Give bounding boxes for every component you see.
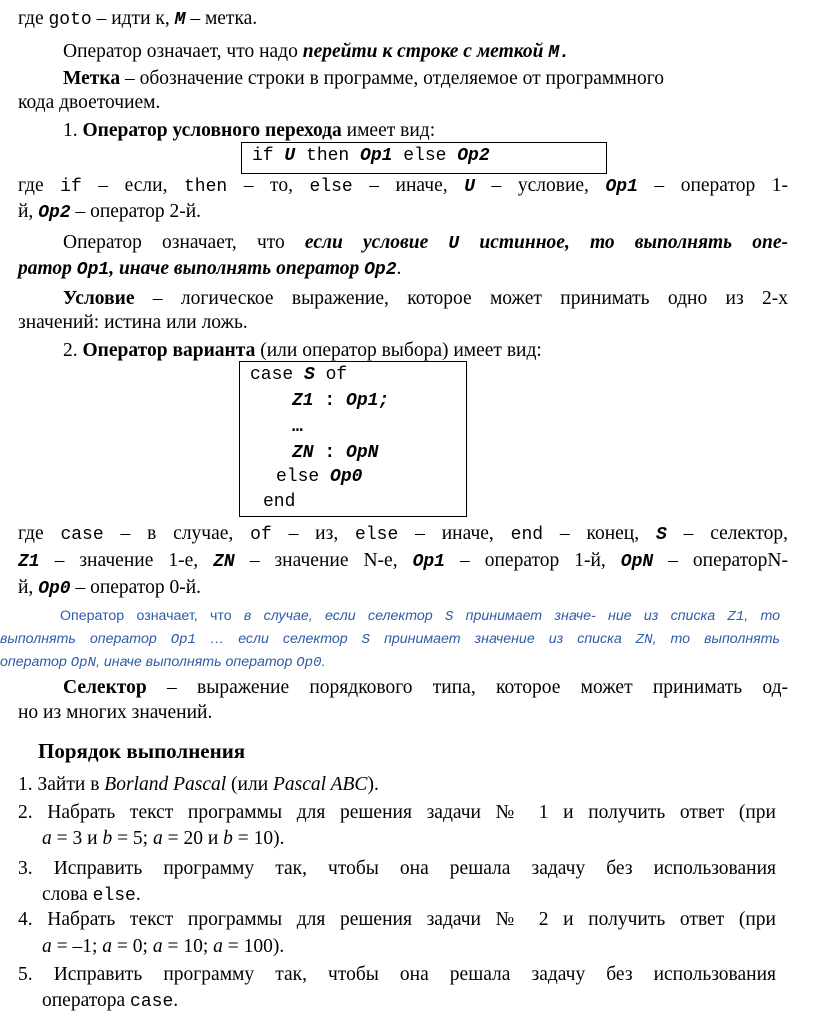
item-2-heading: 2. Оператор варианта (или оператор выбора) имеет вид: <box>63 340 542 361</box>
goto-meaning: Оператор означает, что надо перейти к строке с меткой M. <box>63 41 570 63</box>
item-1-heading: 1. Оператор условного перехода имеет вид: <box>63 120 436 141</box>
if-code-line: if U then Op1 else Op2 <box>252 146 490 166</box>
section-heading: Порядок выполнения <box>38 739 246 763</box>
goto-line: где goto – идти к, M – метка. <box>18 8 258 30</box>
list-item: 1. Зайти в Borland Pascal (или Pascal ABC). <box>18 774 379 795</box>
